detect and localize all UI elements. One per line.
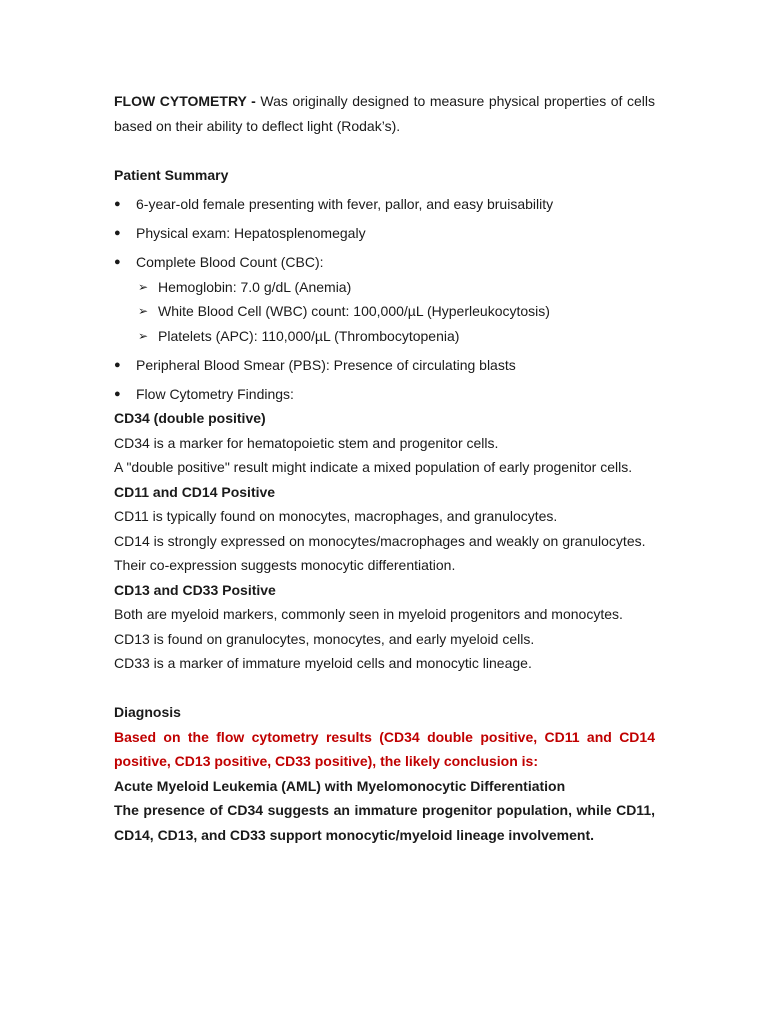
finding-line: Their co-expression suggests monocytic differentiation. [114, 557, 456, 573]
list-item [114, 382, 655, 407]
finding-line: A "double positive" result might indicate a mixed population of early progenitor cells. [114, 459, 633, 475]
sub-list-text: Hemoglobin: 7.0 g/dL (Anemia) [158, 278, 352, 295]
list-item [114, 353, 655, 378]
arrow-bullet-icon: ➢ [138, 304, 149, 318]
diagnosis-red-line1: Based on the flow cytometry results (CD34 double positive, CD11 and CD14 [114, 728, 655, 745]
bullet-icon: ● [114, 255, 121, 268]
finding-heading-cd13-cd33: CD13 and CD33 Positive [114, 581, 276, 598]
finding-line: CD14 is strongly expressed on monocytes/macrophages and weakly on granulocytes. [114, 532, 646, 549]
finding-heading-cd11-cd14: CD11 and CD14 Positive [114, 483, 276, 500]
diagnosis-explanation-line2: CD14, CD13, and CD33 support monocytic/myeloid lineage involvement. [114, 826, 595, 843]
bullet-text: Flow Cytometry Findings: [136, 385, 294, 402]
finding-line: CD34 is a marker for hematopoietic stem and progenitor cells. [114, 434, 499, 451]
bullet-text: 6-year-old female presenting with fever, pallor, and easy bruisability [136, 195, 554, 212]
intro-text-line1: Was originally designed to measure physical properties of cells [255, 93, 655, 109]
bullet-icon: ● [114, 226, 121, 239]
spacer [114, 138, 655, 163]
bullet-icon: ● [114, 197, 121, 210]
arrow-bullet-icon: ➢ [138, 279, 149, 294]
sub-list-text: White Blood Cell (WBC) count: 100,000/µL (Hyperleukocytosis) [158, 303, 550, 319]
list-item [114, 250, 655, 275]
sub-list-text: Platelets (APC): 110,000/µL (Thrombocytopenia) [158, 327, 460, 344]
intro-heading: FLOW CYTOMETRY - [114, 93, 256, 109]
sub-list-item [138, 299, 655, 324]
patient-summary-heading: Patient Summary [114, 166, 229, 183]
diagnosis-red-line2: positive, CD13 positive, CD33 positive), the likely conclusion is: [114, 753, 539, 769]
finding-heading-cd34: CD34 (double positive) [114, 410, 266, 426]
diagnosis-heading: Diagnosis [114, 704, 181, 720]
arrow-bullet-icon: ➢ [138, 328, 149, 343]
list-item [114, 192, 655, 217]
bullet-text: Complete Blood Count (CBC): [136, 253, 324, 270]
finding-line: CD11 is typically found on monocytes, macrophages, and granulocytes. [114, 508, 558, 524]
bullet-text: Peripheral Blood Smear (PBS): Presence of circulating blasts [136, 356, 516, 373]
sub-list-item [138, 324, 655, 349]
list-item [114, 221, 655, 246]
spacer [114, 676, 655, 701]
bullet-icon: ● [114, 358, 121, 371]
bullet-icon: ● [114, 387, 121, 400]
finding-line: CD13 is found on granulocytes, monocytes, and early myeloid cells. [114, 630, 535, 647]
cbc-sub-list [138, 275, 655, 349]
sub-list-item [138, 275, 655, 300]
document-body [114, 89, 655, 847]
diagnosis-explanation-line1: The presence of CD34 suggests an immature progenitor population, while CD11, [114, 802, 655, 818]
diagnosis-conclusion: Acute Myeloid Leukemia (AML) with Myelomonocytic Differentiation [114, 777, 566, 794]
bullet-text: Physical exam: Hepatosplenomegaly [136, 224, 366, 241]
intro-paragraph-line1 [114, 89, 655, 114]
finding-line: Both are myeloid markers, commonly seen in myeloid progenitors and monocytes. [114, 606, 623, 622]
intro-text-line2: based on their ability to deflect light (Rodak’s). [114, 117, 401, 134]
finding-line: CD33 is a marker of immature myeloid cells and monocytic lineage. [114, 655, 532, 671]
